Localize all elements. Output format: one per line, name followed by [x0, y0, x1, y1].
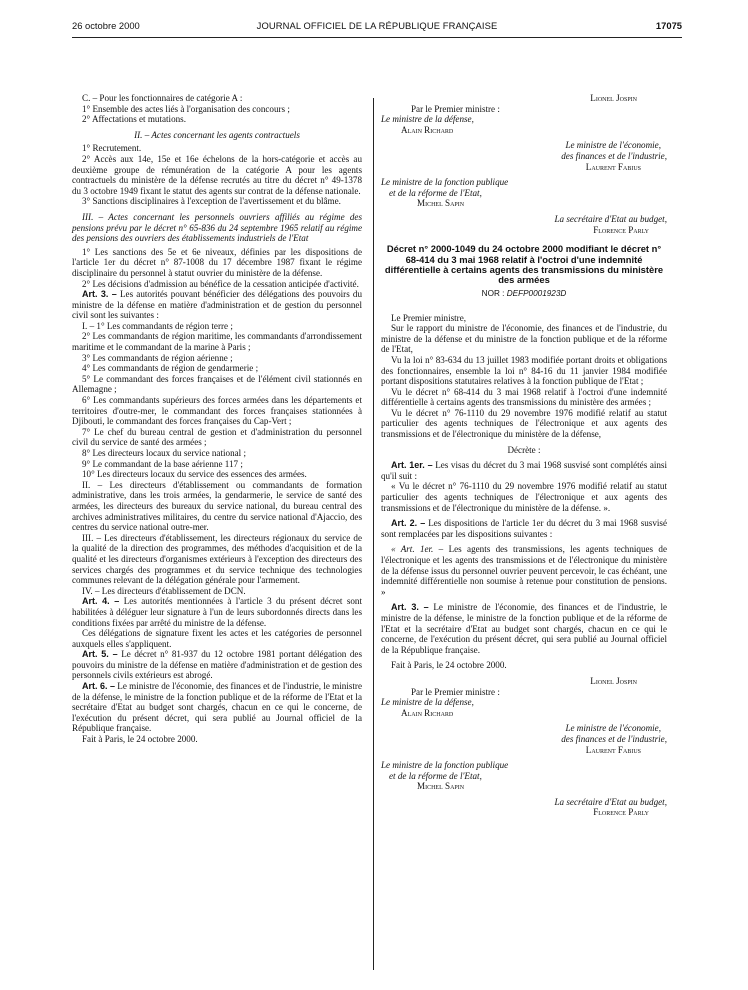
- article-3: [381, 602, 667, 655]
- page-header: [72, 20, 682, 34]
- paragraph-text: 5° Le commandant des forces françaises et de l'élément civil stationnés en Allemagne ;: [72, 373, 362, 395]
- paragraph-text: 4° Les commandants de région de gendarmerie ;: [82, 363, 259, 374]
- header-rule: [72, 37, 682, 38]
- paragraph-text: Ces délégations de signature fixent les actes et les catégories de personnel auxquels elles s'appliquent.: [72, 628, 362, 649]
- signature-pm: Lionel Jospin: [590, 675, 637, 686]
- preamble-paragraph: Sur le rapport du ministre de l'économie, des finances et de l'industrie, du ministre de la défense et du ministre de la fonction publique et de la réforme de l'Etat,: [381, 323, 667, 355]
- left-paragraph: [72, 734, 362, 745]
- column-divider: [373, 98, 374, 970]
- signature-title: des finances et de l'industrie,: [561, 150, 667, 161]
- signature-title: et de la réforme de l'Etat,: [389, 187, 482, 198]
- signature-par: Par le Premier ministre :: [411, 103, 500, 114]
- signature-title: La secrétaire d'Etat au budget,: [554, 796, 667, 807]
- paragraph-text: 3° Sanctions disciplinaires à l'exception de l'avertissement et du blâme.: [82, 196, 341, 207]
- paragraph-text: III. – Les directeurs d'établissement, les directeurs régionaux du service de la qualité de la direction des programmes, des méthodes d'acquisition et de la qualité et les directeurs d'organismes extérieurs à l'exception des directeurs des services chargés des programmes et du service technique des technologies communes relevant de la délégation générale pour l'armement.: [72, 532, 362, 586]
- nor-value: DEFP0001923D: [506, 288, 567, 298]
- signature-title: Le ministre de la fonction publique: [381, 760, 509, 771]
- left-paragraph: [72, 321, 362, 332]
- right-column: [381, 93, 667, 818]
- left-paragraph: [72, 247, 362, 279]
- quote-label: « Art. 1er. –: [391, 544, 444, 555]
- paragraph-text: Le ministre de l'économie, des finances et de l'industrie, le ministre de la défense, le ministre de la fonction publique et de la réforme de l'Etat et la secrétaire d'Etat au budget sont chargés, chacun en ce qui le concerne, de l'exécution du présent décret, qui sera publié au Journal officiel de la République française.: [72, 681, 362, 734]
- paragraph-text: 2° Les commandants de région maritime, les commandants d'arrondissement maritime et le commandant de la marine à Paris ;: [72, 331, 362, 353]
- left-paragraph: [72, 533, 362, 586]
- left-paragraph: [72, 395, 362, 427]
- left-paragraph: [72, 596, 362, 628]
- article-label: Art. 6. –: [82, 681, 116, 692]
- signature-pm: Lionel Jospin: [590, 93, 637, 103]
- nor-label: NOR :: [481, 288, 505, 298]
- quote-text: Les agents des transmissions, les agents techniques de l'électronique et les agents des transmissions et de l'électronique du ministère de la défense issus du personnel ouvrier peuvent percevoir, le cas échéant, une indemnité différentielle non soumise à retenue pour constitution de pensions. »: [381, 544, 667, 597]
- paragraph-text: C. – Pour les fonctionnaires de catégorie A :: [82, 93, 243, 103]
- article-text: Le ministre de l'économie, des finances et de l'industrie, le ministre de la défense, le ministre de la fonction publique et de la réforme de l'Etat et la secrétaire d'Etat au budget sont chargés, chacun en ce qui le concerne, de l'exécution du présent décret, qui sera publié au Journal officiel de la République française.: [381, 602, 668, 655]
- signature-name: Laurent Fabius: [585, 161, 641, 172]
- signature-name: Alain Richard: [401, 707, 454, 718]
- left-paragraph: [72, 353, 362, 364]
- left-paragraph: [72, 427, 362, 448]
- header-date: 26 octobre 2000: [72, 20, 140, 31]
- signature-name: Alain Richard: [401, 124, 454, 135]
- left-paragraph: [72, 289, 362, 321]
- article-label: Art. 3. –: [82, 289, 117, 300]
- paragraph-text: 1° Ensemble des actes liés à l'organisation des concours ;: [82, 103, 290, 114]
- nor-reference: [381, 289, 667, 300]
- article-label: Art. 2. –: [391, 518, 426, 529]
- signature-name: Florence Parly: [593, 807, 649, 818]
- left-paragraph: [72, 649, 362, 681]
- preamble-paragraph: Vu la loi n° 83-634 du 13 juillet 1983 modifiée portant droits et obligations des fonctionnaires, ensemble la loi n° 84-16 du 11 janvier 1984 modifiée portant dispositions statutaires relatives à la fonction publique de l'Etat ;: [381, 354, 667, 387]
- paragraph-text: 2° Affectations et mutations.: [82, 114, 186, 125]
- left-paragraph: [72, 448, 362, 459]
- header-title: JOURNAL OFFICIEL DE LA RÉPUBLIQUE FRANÇAISE: [256, 20, 498, 31]
- signature-title: La secrétaire d'Etat au budget,: [554, 213, 667, 224]
- article-text: Les visas du décret du 3 mai 1968 susvisé sont complétés ainsi qu'il suit :: [381, 460, 668, 481]
- left-paragraph: [72, 212, 362, 244]
- preamble-paragraph: Vu le décret n° 68-414 du 3 mai 1968 relatif à l'octroi d'une indemnité différentielle à certains agents des transmissions du ministère des armées ;: [381, 386, 667, 408]
- left-paragraph: [72, 154, 362, 196]
- left-paragraph: [72, 628, 362, 649]
- article-1-quote: « Vu le décret n° 76-1110 du 29 novembre 1976 modifié relatif au statut particulier des agents techniques de l'électronique et aux agents des transmissions et de l'électronique du ministère de la défense. ».: [381, 481, 667, 513]
- signature-name: Laurent Fabius: [585, 744, 641, 755]
- paragraph-text: 1° Les sanctions des 5e et 6e niveaux, définies par les dispositions de l'article 1er du décret n° 87-1008 du 17 décembre 1987 fixant le régime disciplinaire du personnel à statut ouvrier du ministère de la défense.: [72, 246, 362, 278]
- paragraph-text: 8° Les directeurs locaux du service national ;: [82, 448, 246, 458]
- left-paragraph: [72, 374, 362, 395]
- signature-name: Michel Sapin: [417, 198, 465, 209]
- article-label: Art. 1er. –: [391, 460, 433, 471]
- signature-title: Le ministre de l'économie,: [565, 140, 661, 151]
- paragraph-text: Fait à Paris, le 24 octobre 2000.: [82, 734, 198, 745]
- signature-par: Par le Premier ministre :: [411, 686, 500, 697]
- signature-title: Le ministre de la fonction publique: [381, 177, 509, 188]
- paragraph-text: 2° Les décisions d'admission au bénéfice de la cessation anticipée d'activité.: [82, 278, 359, 289]
- left-paragraph: [72, 480, 362, 533]
- signature-title: Le ministre de l'économie,: [565, 723, 661, 734]
- paragraph-text: 10° Les directeurs locaux du service des essences des armées.: [82, 469, 307, 480]
- paragraph-text: Les autorités pouvant bénéficier des délégations des pouvoirs du ministre de la défense en matière d'administration et de gestion du personnel civil sont les suivantes :: [72, 289, 363, 321]
- signature-title: Le ministre de la défense,: [381, 114, 474, 125]
- paragraph-text: I. – 1° Les commandants de région terre ;: [82, 320, 233, 331]
- left-paragraph: [72, 114, 362, 125]
- article-2: [381, 518, 667, 539]
- signature-title: Le ministre de la défense,: [381, 697, 474, 708]
- left-paragraph: [72, 331, 362, 352]
- paragraph-text: 7° Le chef du bureau central de gestion et d'administration du personnel civil du service de santé des armées ;: [72, 426, 362, 448]
- paragraph-text: 2° Accès aux 14e, 15e et 16e échelons de la hors-catégorie et accès au deuxième groupe de rémunération de la catégorie A pour les agents contractuels du ministère de la défense recrutés au titre du décret n° 49-1378 du 3 octobre 1949 fixant le statut des agents sur contrat de la défense nationale.: [72, 153, 362, 196]
- left-paragraph: [72, 279, 362, 290]
- signature-block-top: [381, 93, 667, 235]
- left-paragraph: [72, 143, 362, 154]
- decree-title: Décret n° 2000-1049 du 24 octobre 2000 modifiant le décret n° 68-414 du 3 mai 1968 relatif à l'octroi d'une indemnité différentielle à certains agents des transmissions du ministère des armées: [384, 243, 664, 286]
- preamble-paragraph: Le Premier ministre,: [391, 312, 467, 323]
- left-paragraph: [72, 363, 362, 374]
- left-column: [72, 93, 362, 745]
- left-paragraph: [72, 93, 362, 104]
- paragraph-text: Le décret n° 81-937 du 12 octobre 1981 portant délégation des pouvoirs du ministre de la défense en matière d'administration et de gestion des personnels civils extérieurs est abrogé.: [72, 649, 363, 681]
- decree-preamble: [381, 313, 667, 440]
- article-label: Art. 3. –: [391, 602, 429, 613]
- article-1: [381, 460, 667, 481]
- paragraph-text: II. – Les directeurs d'établissement ou commandants de formation administrative, dans les trois armées, la gendarmerie, le service de santé des armées, les directeurs des bureaux du service national, du bureau central des archives administratives militaires, du centre du service national d'Ajaccio, des centres du service national outre-mer.: [72, 479, 362, 533]
- left-paragraph: [72, 586, 362, 597]
- left-paragraph: [72, 130, 362, 141]
- paragraph-text: 6° Les commandants supérieurs des forces armées dans les départements et territoires d'outre-mer, le commandant des forces françaises stationnées à Djibouti, le commandant des forces françaises du Cap-Vert ;: [72, 395, 362, 427]
- left-paragraph: [72, 104, 362, 115]
- paragraph-text: Les autorités mentionnées à l'article 3 du présent décret sont habilitées à déléguer leur signature à l'un de leurs subordonnés directs dans les conditions fixées par arrêté du ministre de la défense.: [72, 596, 363, 628]
- paragraph-text: II. – Actes concernant les agents contractuels: [134, 129, 300, 140]
- article-2-quote: [381, 544, 667, 597]
- signature-name: Florence Parly: [593, 224, 649, 235]
- preamble-paragraph: Vu le décret n° 76-1110 du 29 novembre 1976 modifié relatif au statut particulier des agents techniques de l'électronique et aux agents des transmissions et de l'électronique du ministère de la défense,: [381, 407, 667, 440]
- paragraph-text: IV. – Les directeurs d'établissement de DCN.: [82, 585, 246, 596]
- signature-block-bottom: [381, 676, 667, 818]
- decrete-heading: Décrète :: [507, 444, 541, 455]
- paragraph-text: III. – Actes concernant les personnels ouvriers affiliés au régime des pensions prévu par le décret n° 65-836 du 24 septembre 1965 relatif au régime des pensions des ouvriers des établissements industriels de l'Etat: [72, 211, 362, 244]
- left-paragraph: [72, 681, 362, 734]
- signature-title: des finances et de l'industrie,: [561, 733, 667, 744]
- left-paragraph: [72, 459, 362, 470]
- left-paragraph: [72, 196, 362, 207]
- article-label: Art. 5. –: [82, 649, 118, 660]
- signature-name: Michel Sapin: [417, 781, 465, 792]
- article-label: Art. 4. –: [82, 596, 120, 607]
- paragraph-text: 3° Les commandants de région aérienne ;: [82, 352, 233, 363]
- left-paragraph: [72, 469, 362, 480]
- header-page-number: 17075: [655, 20, 682, 31]
- paragraph-text: 9° Le commandant de la base aérienne 117 ;: [82, 458, 243, 469]
- paragraph-text: 1° Recrutement.: [82, 143, 142, 154]
- signature-title: et de la réforme de l'Etat,: [389, 770, 482, 781]
- article-text: Les dispositions de l'article 1er du décret du 3 mai 1968 susvisé sont remplacées par les dispositions suivantes :: [381, 518, 667, 539]
- fait-a-paris: Fait à Paris, le 24 octobre 2000.: [391, 660, 507, 671]
